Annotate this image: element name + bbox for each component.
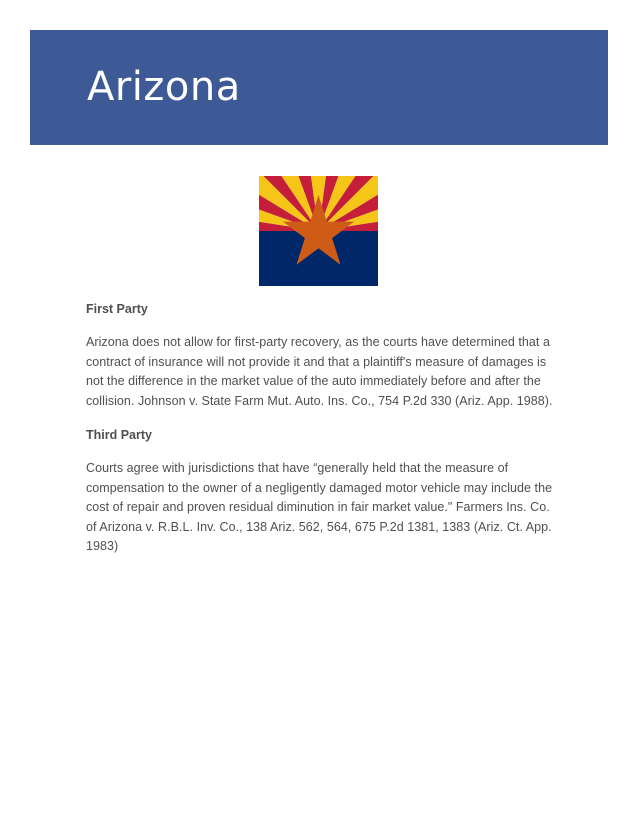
page-title: Arizona (87, 64, 241, 110)
section-heading-third-party: Third Party (86, 428, 152, 442)
section-body-first-party: Arizona does not allow for first-party recovery, as the courts have determined that a contract of insurance will not provide it and that a plaintiff's measure of damages is not the difference in the market value of the auto immediately before and after the collision. Johnson v. State Farm Mut. Auto. Ins. Co., 754 P.2d 330 (Ariz. App. 1988). (86, 335, 553, 408)
content-area (86, 300, 560, 572)
header-band (30, 30, 608, 145)
section-body-third-party: Courts agree with jurisdictions that have “generally held that the measure of compensation to the owner of a negligently damaged motor vehicle may include the cost of repair and proven residual diminution in fair market value." Farmers Ins. Co. of Arizona v. R.B.L. Inv. Co., 138 Ariz. 562, 564, 675 P.2d 1381, 1383 (Ariz. Ct. App. 1983) (86, 461, 553, 553)
section-heading-first-party: First Party (86, 302, 148, 316)
arizona-flag-icon (259, 176, 378, 286)
